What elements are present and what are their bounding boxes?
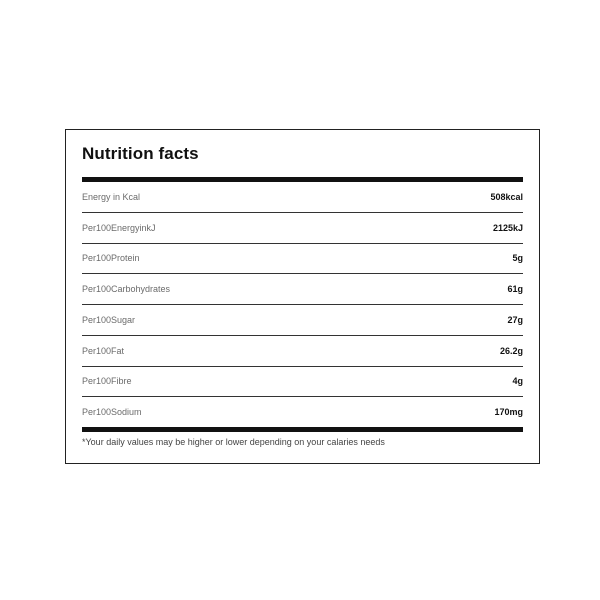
card-title: Nutrition facts — [82, 144, 199, 163]
row-value: 27g — [507, 314, 523, 325]
row-label: Per100Fibre — [82, 376, 132, 387]
nutrition-facts-card — [65, 129, 540, 464]
row-value: 508kcal — [490, 191, 523, 202]
nutrition-row-fibre — [82, 367, 523, 398]
nutrition-row-sodium — [82, 397, 523, 427]
nutrition-row-energy-kj — [82, 213, 523, 244]
row-value: 4g — [512, 376, 523, 387]
nutrition-row-protein — [82, 244, 523, 275]
row-value: 5g — [512, 253, 523, 264]
row-value: 26.2g — [499, 345, 523, 356]
row-label: Per100Protein — [82, 253, 140, 264]
row-value: 61g — [507, 284, 523, 295]
nutrition-table — [82, 182, 523, 427]
row-label: Per100EnergyinkJ — [82, 222, 156, 233]
nutrition-row-energy-kcal — [82, 182, 523, 213]
nutrition-row-carbohydrates — [82, 274, 523, 305]
row-value: 2125kJ — [492, 222, 523, 233]
row-label: Per100Carbohydrates — [82, 284, 171, 295]
nutrition-row-fat — [82, 336, 523, 367]
nutrition-row-sugar — [82, 305, 523, 336]
bottom-divider — [82, 427, 523, 432]
row-label: Per100Fat — [82, 345, 125, 356]
footnote: *Your daily values may be higher or lower depending on your calaries needs — [82, 437, 385, 447]
row-label: Per100Sugar — [82, 314, 136, 325]
row-label: Per100Sodium — [82, 407, 142, 418]
row-value: 170mg — [494, 407, 523, 418]
row-label: Energy in Kcal — [82, 191, 141, 202]
